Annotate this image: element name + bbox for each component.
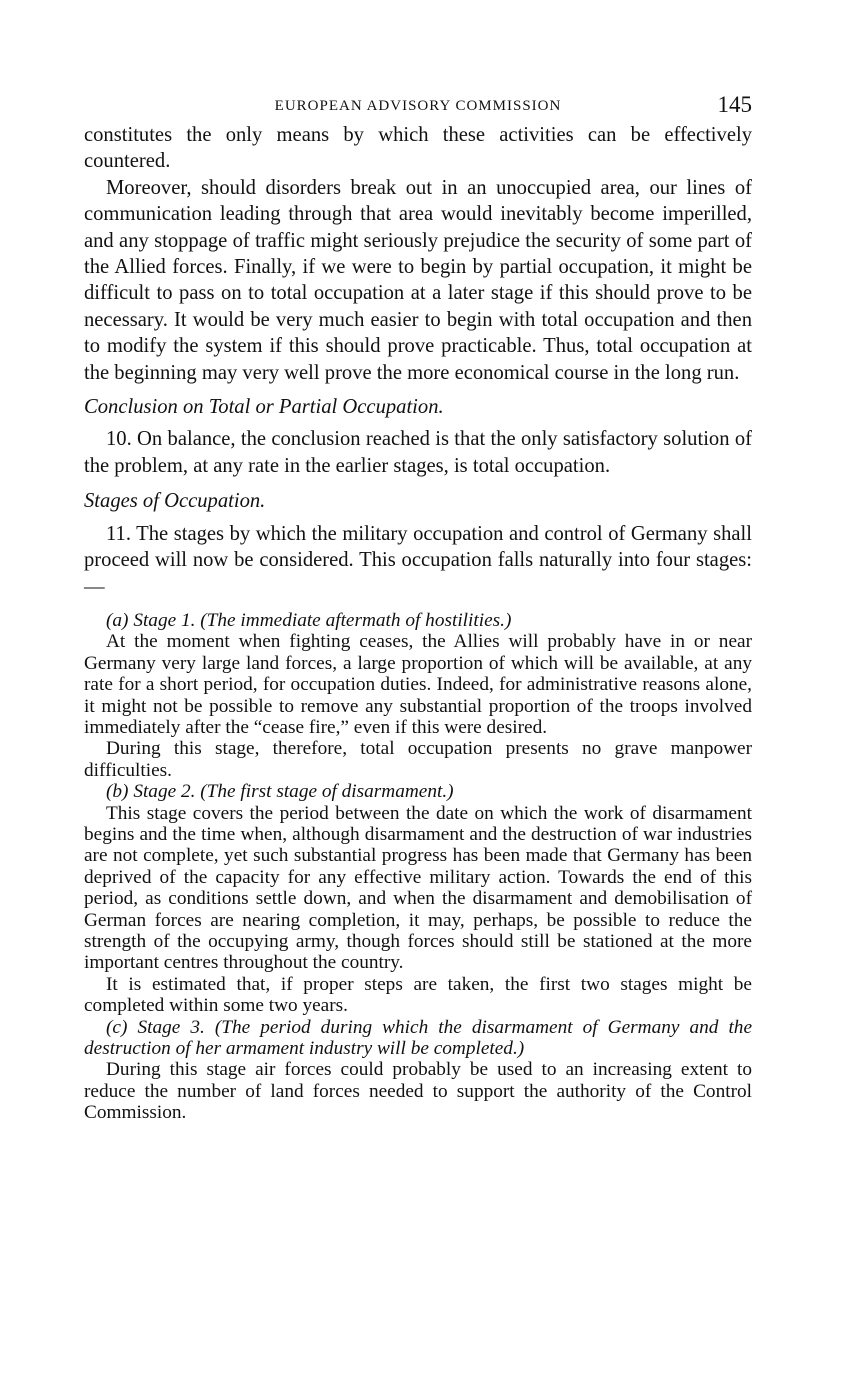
running-header xyxy=(84,92,752,122)
stage-b-heading xyxy=(84,781,752,802)
spacer xyxy=(84,600,752,610)
stage-b-title: (The first stage of disarmament.) xyxy=(200,781,454,803)
paragraph-10: 10. On balance, the conclusion reached is that the only satisfactory solution of the problem, at any rate in the earlier stages, is total occupation. xyxy=(84,428,752,477)
page-number: 145 xyxy=(717,92,752,117)
stage-a-text-1: At the moment when fighting ceases, the Allies will probably have in or near Germany very large land forces, a large proportion of which will be available, at any rate for a short period, for occupation duties. Indeed, for administrative reasons alone, it might not be possible to remove any substantial proportion of the troops involved immediately after the “cease fire,” even if this were desired. xyxy=(84,631,752,738)
paragraph-continuation: constitutes the only means by which these activities can be effectively countered. xyxy=(84,124,752,173)
stage-c-letter: (c) xyxy=(106,1016,128,1038)
stage-a-letter: (a) xyxy=(106,609,129,631)
section-heading-stages: Stages of Occupation. xyxy=(84,490,266,513)
paragraph-moreover: Moreover, should disorders break out in an unoccupied area, our lines of communication leading through that area would inevitably become imperilled, and any stoppage of traffic might seriously prejudice the security of some part of the Allied forces. Finally, if we were to begin by partial occupation, it might be difficult to pass on to total occupation at a later stage if this should prove to be necessary. It would be very much easier to begin with total occupation and then to modify the system if this should prove practicable. Thus, total occupation at the beginning may very well prove the more economical course in the long run. xyxy=(84,176,752,384)
stage-c-title: (The period during which the disarmament of Germany and the destruction of her armament industry will be completed.) xyxy=(84,1016,753,1060)
stage-b-name: Stage 2. xyxy=(133,781,196,803)
stage-c-heading xyxy=(84,1017,752,1060)
document-page xyxy=(84,92,752,1124)
paragraph-11: 11. The stages by which the military occupation and control of Germany shall proceed will now be considered. This occupation falls naturally into four stages:— xyxy=(84,522,752,598)
stage-b-text-2: It is estimated that, if proper steps are taken, the first two stages might be completed within some two years. xyxy=(84,973,752,1017)
stage-b-text-1: This stage covers the period between the date on which the work of disarmament begins and the time when, although disarmament and the destruction of war industries are not complete, yet such substantial progress has been made that Germany has been deprived of the capacity for any effective military action. Towards the end of this period, as conditions settle down, and when the disarmament and demobilisation of German forces are nearing completion, it may, perhaps, be possible to reduce the strength of the occupying army, though forces should still be stationed at the more important centres throughout the country. xyxy=(84,802,752,974)
running-title: EUROPEAN ADVISORY COMMISSION xyxy=(274,98,562,114)
stage-a-heading xyxy=(84,610,752,631)
section-heading-conclusion: Conclusion on Total or Partial Occupation. xyxy=(84,396,444,419)
stage-b-letter: (b) xyxy=(106,781,129,803)
stage-c-name: Stage 3. xyxy=(137,1016,205,1038)
stage-a-name: Stage 1. xyxy=(133,609,196,631)
stage-a-text-2: During this stage, therefore, total occupation presents no grave manpower difficulties. xyxy=(84,738,752,781)
stage-c-text-1: During this stage air forces could probably be used to an increasing extent to reduce the number of land forces needed to support the authority of the Control Commission. xyxy=(84,1059,752,1124)
stage-a-title: (The immediate aftermath of hostilities.) xyxy=(200,609,512,631)
